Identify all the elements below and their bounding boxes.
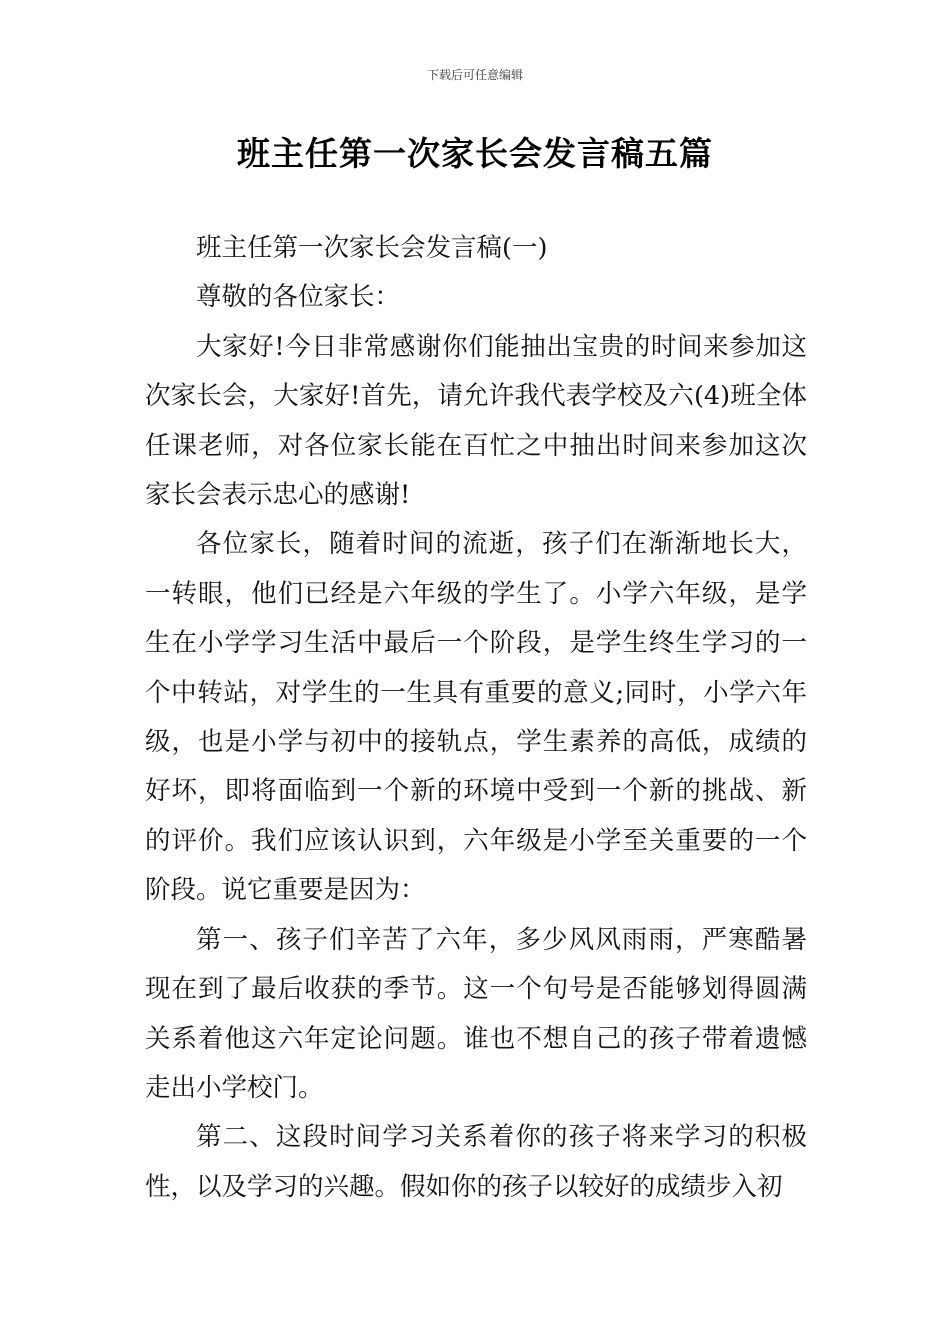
document-body: [145, 224, 807, 1212]
paragraph: 第一、孩子们辛苦了六年，多少风风雨雨，严寒酷暑现在到了最后收获的季节。这一个句号是否能够划得圆满关系着他这六年定论问题。谁也不想自己的孩子带着遗憾走出小学校门。: [145, 924, 807, 1103]
paragraph: 第二、这段时间学习关系着你的孩子将来学习的积极性，以及学习的兴趣。假如你的孩子以较好的成绩步入初: [145, 1122, 807, 1202]
paragraph: 各位家长，随着时间的流逝，孩子们在渐渐地长大，一转眼，他们已经是六年级的学生了。小学六年级，是学生在小学学习生活中最后一个阶段，是学生终生学习的一个中转站，对学生的一生具有重要的意义;同时，小学六年级，也是小学与初中的接轨点，学生素养的高低，成绩的好坏，即将面临到一个新的环境中受到一个新的挑战、新的评价。我们应该认识到，六年级是小学至关重要的一个阶段。说它重要是因为：: [145, 529, 807, 906]
paragraph: 大家好!今日非常感谢你们能抽出宝贵的时间来参加这次家长会，大家好!首先，请允许我代表学校及六(4)班全体任课老师，对各位家长能在百忙之中抽出时间来参加这次家长会表示忠心的感谢!: [145, 331, 807, 511]
paragraph-heading: 班主任第一次家长会发言稿(一): [196, 233, 548, 263]
paragraph-salutation: 尊敬的各位家长：: [196, 282, 401, 313]
header-note: 下载后可任意编辑: [426, 68, 523, 82]
document-title: 班主任第一次家长会发言稿五篇: [237, 134, 713, 173]
